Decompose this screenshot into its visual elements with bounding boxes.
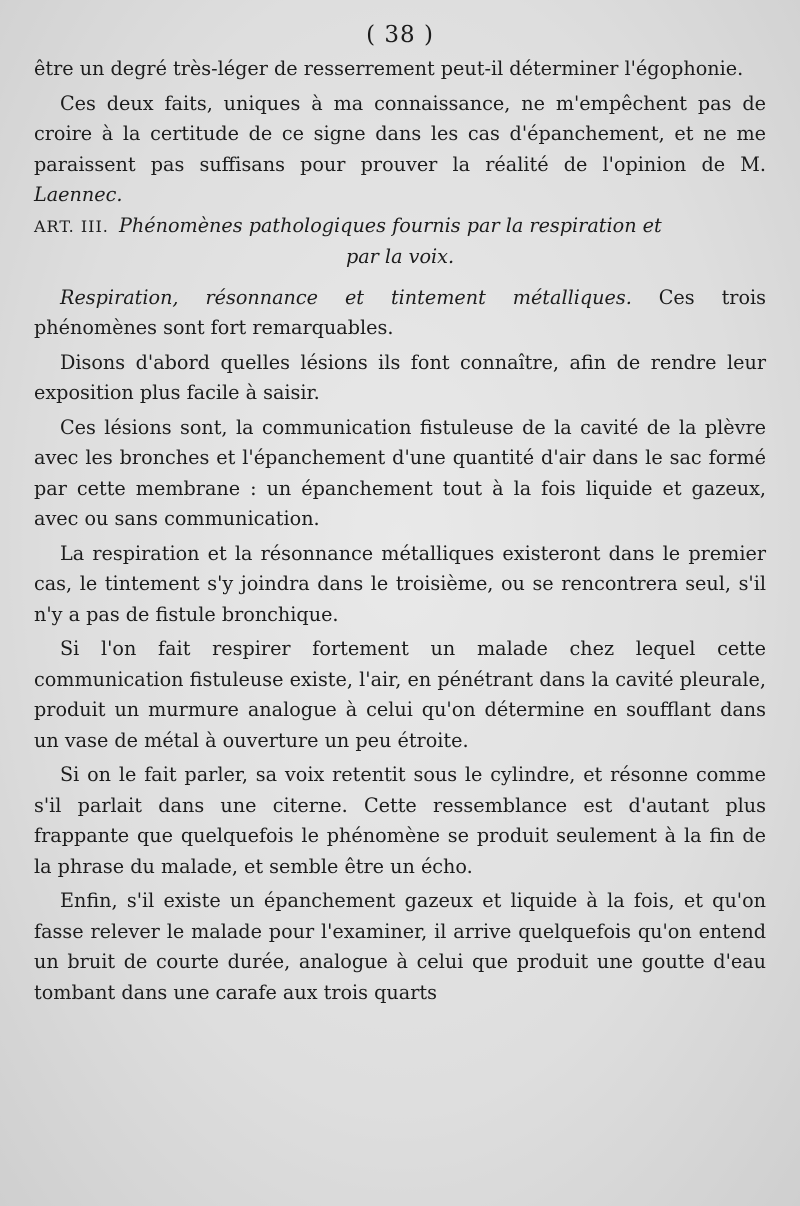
paragraph-2-text: Ces deux faits, uniques à ma connaissance, ne m'empêchent pas de croire à la certitude de ce signe dans les cas d'épanchement, et ne me paraissent pas suffisans pour prouver la réalité de l'opinion de M. [34, 91, 766, 176]
author-name: Laennec. [34, 183, 123, 206]
paragraph-3 [34, 283, 766, 344]
article-label: ART. III. [34, 216, 109, 236]
paragraph-5: Ces lésions sont, la communication fistuleuse de la cavité de la plèvre avec les bronches et l'épanchement d'une quantité d'air dans le sac formé par cette membrane : un épanchement tout à la fois liquide et gazeux, avec ou sans communication. [34, 415, 766, 530]
article-title-line-2: par la voix. [345, 245, 455, 268]
article-heading [34, 211, 766, 273]
paragraph-1: être un degré très-léger de resserrement peut-il déterminer l'égophonie. [34, 57, 744, 80]
paragraph-4: Disons d'abord quelles lésions ils font connaître, afin de rendre leur exposition plus facile à saisir. [34, 350, 766, 404]
article-title-line-1: Phénomènes pathologiques fournis par la respiration et [118, 213, 662, 237]
paragraph-9: Enfin, s'il existe un épanchement gazeux et liquide à la fois, et qu'on fasse relever le malade pour l'examiner, il arrive quelquefois qu'on entend un bruit de courte durée, analogue à celui que produit une goutte d'eau tombant dans une carafe aux trois quarts [34, 889, 766, 1004]
paragraph-6: La respiration et la résonnance métalliques existeront dans le premier cas, le tintement s'y joindra dans le troisième, ou se rencontrera seul, s'il n'y a pas de fistule bronchique. [34, 541, 766, 626]
paragraph-3-text: Ces trois phénomènes sont fort remarquables. [34, 285, 766, 339]
section-subtitle: Respiration, résonnance et tintement métalliques. [60, 285, 632, 309]
paragraph-7: Si l'on fait respirer fortement un malade chez lequel cette communication fistuleuse existe, l'air, en pénétrant dans la cavité pleurale, produit un murmure analogue à celui qu'on détermine en soufflant dans un vase de métal à ouverture un peu étroite. [34, 637, 766, 752]
page-number: ( 38 ) [366, 22, 434, 48]
paragraph-2 [34, 89, 766, 211]
paragraph-8: Si on le fait parler, sa voix retentit sous le cylindre, et résonne comme s'il parlait dans une citerne. Cette ressemblance est d'autant plus frappante que quelquefois le phénomène se produit seulement à la fin de la phrase du malade, et semble être un écho. [34, 763, 766, 878]
